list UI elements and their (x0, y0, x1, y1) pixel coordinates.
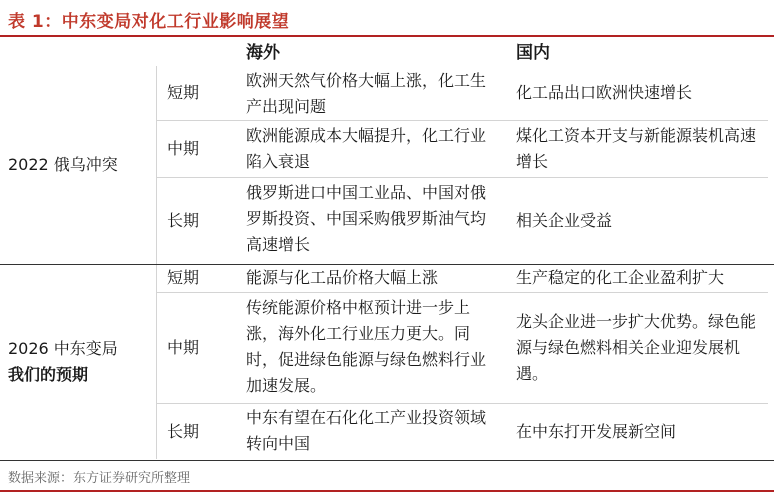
domestic-cell: 生产稳定的化工企业盈利扩大 (516, 268, 725, 287)
divider (156, 265, 157, 459)
divider (156, 66, 157, 264)
term-cell: 短期 (167, 268, 200, 287)
overseas-cell: 传统能源价格中枢预计进一步上涨，海外化工行业压力更大。同时，促进绿色能源与绿色燃料行业加速发展。 (246, 298, 487, 395)
footer-rule (0, 490, 774, 492)
overseas-cell: 能源与化工品价格大幅上涨 (246, 268, 439, 287)
term-cell: 中期 (167, 139, 200, 158)
source-note: 数据来源：东方证券研究所整理 (8, 471, 191, 486)
table-title: 表 1：中东变局对化工行业影响展望 (8, 12, 290, 32)
header-overseas: 海外 (246, 43, 280, 63)
domestic-cell: 在中东打开发展新空间 (516, 421, 677, 441)
overseas-cell: 欧洲能源成本大幅提升，化工行业陷入衰退 (246, 126, 487, 171)
group-label-2026-title: 2026 中东变局 (8, 339, 118, 358)
domestic-cell: 煤化工资本开支与新能源装机高速增长 (516, 126, 757, 171)
domestic-cell: 化工品出口欧洲快速增长 (516, 83, 693, 102)
domestic-cell: 龙头企业进一步扩大优势。绿色能源与绿色燃料相关企业迎发展机遇。 (516, 312, 757, 383)
group-label-2026-sub: 我们的预期 (8, 365, 89, 384)
overseas-cell: 欧洲天然气价格大幅上涨，化工生产出现问题 (246, 71, 487, 116)
term-cell: 长期 (167, 421, 200, 441)
overseas-cell: 中东有望在石化化工产业投资领域转向中国 (246, 408, 487, 453)
domestic-cell: 相关企业受益 (516, 211, 613, 230)
overseas-cell: 俄罗斯进口中国工业品、中国对俄罗斯投资、中国采购俄罗斯油气均高速增长 (246, 183, 487, 254)
group-label-2026 (8, 265, 156, 459)
bottom-rule (0, 460, 774, 461)
header-domestic: 国内 (516, 43, 550, 63)
row-divider (156, 120, 768, 121)
top-rule (0, 35, 774, 37)
term-cell: 短期 (167, 83, 200, 102)
term-cell: 中期 (167, 338, 200, 357)
term-cell: 长期 (167, 211, 200, 230)
group-label-2022: 2022 俄乌冲突 (8, 155, 118, 174)
